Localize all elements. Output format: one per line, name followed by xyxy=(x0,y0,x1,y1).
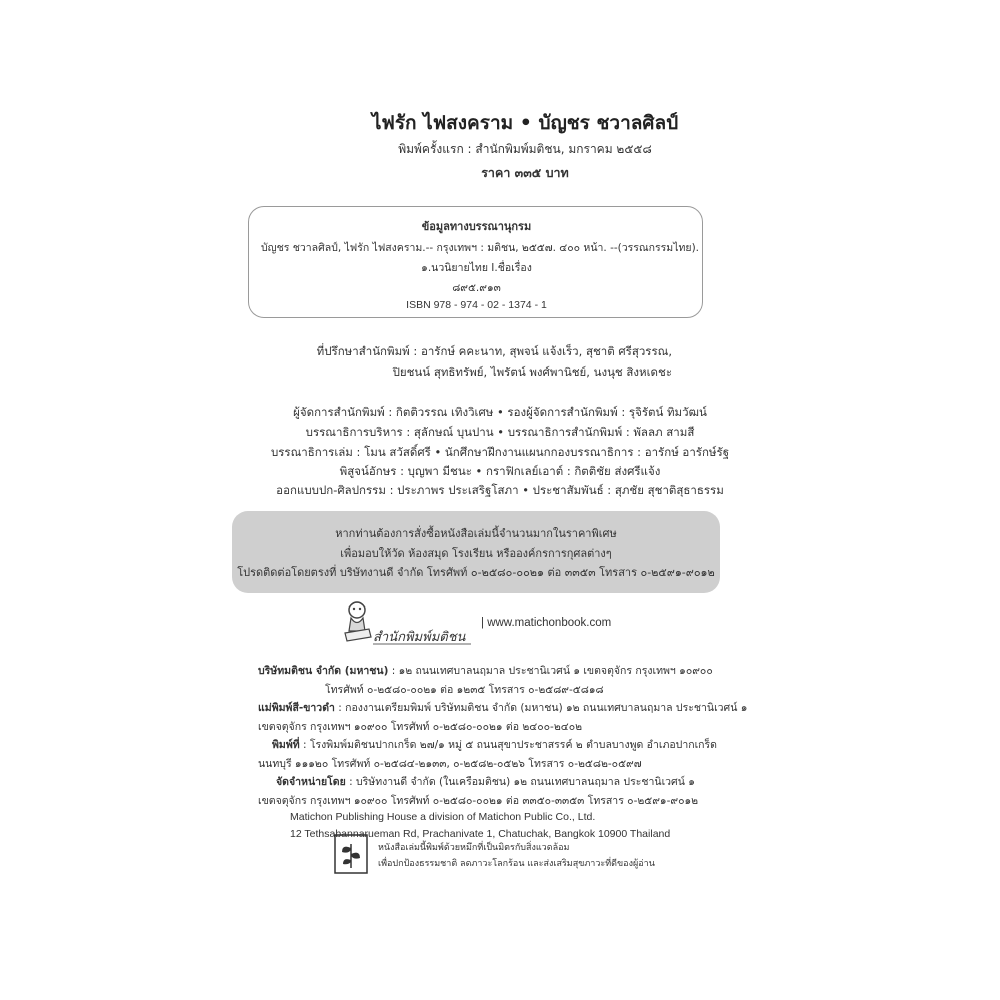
svg-text:สำนักพิมพ์มติชน: สำนักพิมพ์มติชน xyxy=(373,630,466,645)
dist-phone: เขตจตุจักร กรุงเทพฯ ๑๐๙๐๐ โทรศัพท์ ๐-๒๕๘๐-๐๐๒๑ ต่อ ๓๓๕๐-๓๓๕๓ โทรสาร ๐-๒๕๙๑-๙๐๑๒ xyxy=(258,795,699,807)
plate-address: : กองงานเตรียมพิมพ์ บริษัทมติชน จำกัด (มหาชน) ๑๒ ถนนเทศบาลนฤมาล ประชานิเวศน์ ๑ xyxy=(334,702,748,714)
cip-class-number: ๘๙๕.๙๑๓ xyxy=(452,282,501,294)
advisors-line-2: ปิยชนน์ สุทธิทรัพย์, ไพรัตน์ พงศ์พานิชย์, นงนุช สิงหเดชะ xyxy=(392,365,672,379)
cip-subjects: ๑.นวนิยายไทย I.ชื่อเรื่อง xyxy=(421,262,532,274)
isbn: ISBN 978 - 974 - 02 - 1374 - 1 xyxy=(406,299,547,311)
publisher-brand xyxy=(335,597,625,649)
price-line: ราคา ๓๓๕ บาท xyxy=(481,165,569,180)
eco-note-line-2: เพื่อปกป้องธรรมชาติ ลดภาวะโลกร้อน และส่งเสริมสุขภาวะที่ดีของผู้อ่าน xyxy=(378,859,655,869)
publisher-website[interactable]: | www.matichonbook.com xyxy=(481,617,612,629)
english-address-1: Matichon Publishing House a division of Matichon Public Co., Ltd. xyxy=(290,811,596,823)
eco-note xyxy=(334,834,655,876)
first-printing-line: พิมพ์ครั้งแรก : สำนักพิมพ์มติชน, มกราคม ๒๕๕๘ xyxy=(398,142,652,156)
publisher-logo xyxy=(335,597,475,649)
special-order-line-1: หากท่านต้องการสั่งซื้อหนังสือเล่มนี้จำนวนมากในราคาพิเศษ xyxy=(335,527,617,540)
english-address-2: 12 Tethsabannarueman Rd, Prachanivate 1, Chatuchak, Bangkok 10900 Thailand xyxy=(290,828,671,840)
credits-line-4: พิสูจน์อักษร : บุญพา มีชนะ • กราฟิกเลย์เอาต์ : กิตติชัย ส่งศรีแจ้ง xyxy=(339,464,661,478)
plate-label: แม่พิมพ์สี-ขาวดำ xyxy=(258,702,335,714)
dist-label: จัดจำหน่ายโดย xyxy=(276,776,346,788)
special-order-box xyxy=(232,511,720,593)
cip-heading: ข้อมูลทางบรรณานุกรม xyxy=(421,220,532,233)
company-address-line-1 xyxy=(258,662,713,679)
plate-line-1 xyxy=(258,699,747,716)
dist-address: : บริษัทงานดี จำกัด (ในเครือมติชน) ๑๒ ถนนเทศบาลนฤมาล ประชานิเวศน์ ๑ xyxy=(345,776,695,788)
special-order-line-3: โปรดติดต่อโดยตรงที่ บริษัทงานดี จำกัด โทรศัพท์ ๐-๒๕๘๐-๐๐๒๑ ต่อ ๓๓๕๓ โทรสาร ๐-๒๕๙๑-๙๐๑๒ xyxy=(237,566,715,579)
print-line-1 xyxy=(272,736,717,753)
company-address: : ๑๒ ถนนเทศบาลนฤมาล ประชานิเวศน์ ๑ เขตจตุจักร กรุงเทพฯ ๑๐๙๐๐ xyxy=(388,665,713,677)
print-phone: นนทบุรี ๑๑๑๒๐ โทรศัพท์ ๐-๒๕๘๔-๒๑๓๓, ๐-๒๕๘๒-๐๕๒๖ โทรสาร ๐-๒๕๘๒-๐๕๙๗ xyxy=(258,758,642,770)
dist-line-1 xyxy=(276,773,695,790)
print-address: : โรงพิมพ์มติชนปากเกร็ด ๒๗/๑ หมู่ ๕ ถนนสุขาประชาสรรค์ ๒ ตำบลบางพูด อำเภอปากเกร็ด xyxy=(299,739,717,751)
credits-line-3: บรรณาธิการเล่ม : โมน สวัสดิ์ศรี • นักศึกษาฝึกงานแผนกกองบรรณาธิการ : อารักษ์ อารักษ์รัฐ xyxy=(270,445,730,459)
credits-line-2: บรรณาธิการบริหาร : สุลักษณ์ บุนปาน • บรรณาธิการสำนักพิมพ์ : พัลลภ สามสี xyxy=(305,425,695,439)
print-label: พิมพ์ที่ xyxy=(272,739,300,751)
book-title: ไฟรัก ไฟสงคราม • บัญชร ชวาลศิลป์ xyxy=(371,112,679,134)
advisors-line-1: ที่ปรึกษาสำนักพิมพ์ : อารักษ์ คคะนาท, สุพจน์ แจ้งเร็ว, สุชาติ ศรีสุวรรณ, xyxy=(316,344,672,358)
cip-data-box xyxy=(248,206,703,318)
company-label: บริษัทมติชน จำกัด (มหาชน) xyxy=(258,665,389,677)
credits-line-1: ผู้จัดการสำนักพิมพ์ : กิตติวรรณ เทิงวิเศษ • รองผู้จัดการสำนักพิมพ์ : รุจิรัตน์ ทิมวัฒน์ xyxy=(293,405,707,419)
credits-line-5: ออกแบบปก-ศิลปกรรม : ประภาพร ประเสริฐโสภา • ประชาสัมพันธ์ : สุภชัย สุชาติสุธาธรรม xyxy=(276,483,724,497)
company-phone: โทรศัพท์ ๐-๒๕๘๐-๐๐๒๑ ต่อ ๑๒๓๕ โทรสาร ๐-๒๕๘๙-๕๘๑๘ xyxy=(325,684,604,696)
plate-phone: เขตจตุจักร กรุงเทพฯ ๑๐๙๐๐ โทรศัพท์ ๐-๒๕๘๐-๐๐๒๑ ต่อ ๒๔๐๐-๒๔๐๒ xyxy=(258,721,583,733)
website-link[interactable]: www.matichonbook.com xyxy=(487,617,612,629)
leaf-icon xyxy=(334,834,368,874)
special-order-line-2: เพื่อมอบให้วัด ห้องสมุด โรงเรียน หรือองค์กรการกุศลต่างๆ xyxy=(340,547,612,560)
eco-note-line-1: หนังสือเล่มนี้พิมพ์ด้วยหมึกที่เป็นมิตรกับสิ่งแวดล้อม xyxy=(378,843,570,853)
cip-entry: บัญชร ชวาลศิลป์, ไฟรัก ไฟสงคราม.-- กรุงเทพฯ : มติชน, ๒๕๕๗. ๔๐๐ หน้า. --(วรรณกรรมไทย). xyxy=(261,242,700,254)
